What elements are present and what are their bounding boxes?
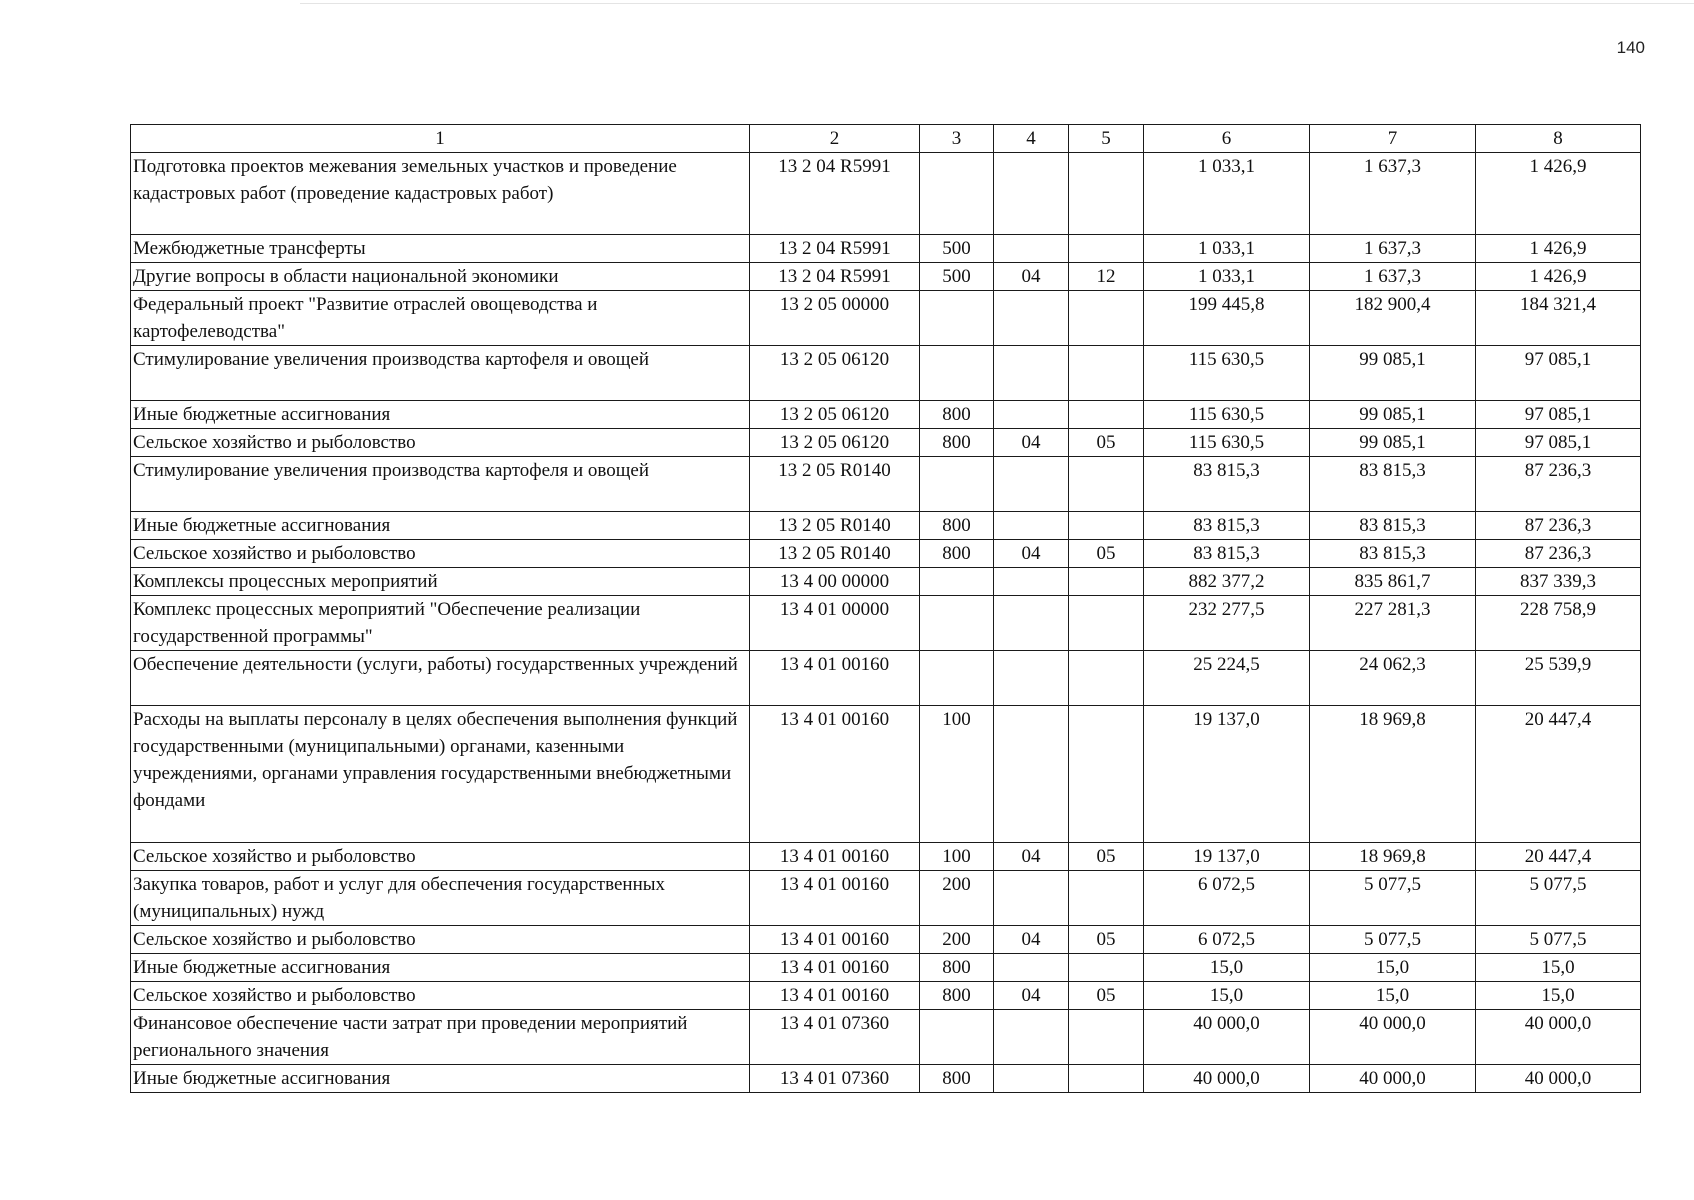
expense-type-cell: [920, 1010, 994, 1065]
item-name-cell: Межбюджетные трансферты: [131, 235, 750, 263]
amount-col7-cell: 99 085,1: [1310, 429, 1476, 457]
amount-col6-cell: 1 033,1: [1144, 263, 1310, 291]
target-code-cell: 13 2 05 R0140: [750, 540, 920, 568]
amount-col6-cell: 115 630,5: [1144, 346, 1310, 401]
target-code-cell: 13 4 01 07360: [750, 1010, 920, 1065]
amount-col8-cell: 25 539,9: [1476, 651, 1641, 706]
target-code-cell: 13 4 01 00160: [750, 982, 920, 1010]
section-cell: 04: [994, 926, 1069, 954]
amount-col7-cell: 182 900,4: [1310, 291, 1476, 346]
subsection-cell: [1069, 871, 1144, 926]
subsection-cell: 05: [1069, 540, 1144, 568]
amount-col7-cell: 24 062,3: [1310, 651, 1476, 706]
target-code-cell: 13 2 04 R5991: [750, 235, 920, 263]
table-row: [131, 596, 1641, 651]
target-code-cell: 13 4 01 00160: [750, 843, 920, 871]
amount-col8-cell: 1 426,9: [1476, 263, 1641, 291]
amount-col8-cell: 1 426,9: [1476, 235, 1641, 263]
table-row: [131, 568, 1641, 596]
amount-col8-cell: 15,0: [1476, 982, 1641, 1010]
section-cell: [994, 871, 1069, 926]
amount-col8-cell: 97 085,1: [1476, 401, 1641, 429]
amount-col6-cell: 83 815,3: [1144, 540, 1310, 568]
section-cell: [994, 706, 1069, 843]
table-body: [131, 153, 1641, 1093]
subsection-cell: [1069, 1065, 1144, 1093]
expense-type-cell: 200: [920, 926, 994, 954]
budget-table: [130, 124, 1641, 1093]
amount-col8-cell: 97 085,1: [1476, 429, 1641, 457]
amount-col7-cell: 5 077,5: [1310, 871, 1476, 926]
subsection-cell: [1069, 1010, 1144, 1065]
amount-col8-cell: 20 447,4: [1476, 843, 1641, 871]
item-name-cell: Стимулирование увеличения производства картофеля и овощей: [131, 457, 750, 512]
section-cell: [994, 512, 1069, 540]
expense-type-cell: 800: [920, 401, 994, 429]
amount-col8-cell: 5 077,5: [1476, 926, 1641, 954]
item-name-cell: Сельское хозяйство и рыболовство: [131, 429, 750, 457]
subsection-cell: [1069, 706, 1144, 843]
amount-col6-cell: 115 630,5: [1144, 429, 1310, 457]
amount-col8-cell: 5 077,5: [1476, 871, 1641, 926]
header-cell: 7: [1310, 125, 1476, 153]
table-row: [131, 512, 1641, 540]
amount-col6-cell: 40 000,0: [1144, 1065, 1310, 1093]
table-row: [131, 871, 1641, 926]
amount-col7-cell: 99 085,1: [1310, 346, 1476, 401]
amount-col6-cell: 1 033,1: [1144, 235, 1310, 263]
target-code-cell: 13 2 05 00000: [750, 291, 920, 346]
item-name-cell: Закупка товаров, работ и услуг для обеспечения государственных (муниципальных) нужд: [131, 871, 750, 926]
amount-col7-cell: 18 969,8: [1310, 706, 1476, 843]
section-cell: [994, 568, 1069, 596]
section-cell: 04: [994, 982, 1069, 1010]
header-cell: 8: [1476, 125, 1641, 153]
expense-type-cell: 800: [920, 954, 994, 982]
table-row: [131, 346, 1641, 401]
table-row: [131, 540, 1641, 568]
amount-col7-cell: 40 000,0: [1310, 1065, 1476, 1093]
section-cell: [994, 346, 1069, 401]
target-code-cell: 13 4 01 07360: [750, 1065, 920, 1093]
item-name-cell: Расходы на выплаты персоналу в целях обеспечения выполнения функций государственными (муниципальными) органами, казенными учреждениями, органами управления государственными внебюджетными фондами: [131, 706, 750, 843]
amount-col6-cell: 6 072,5: [1144, 926, 1310, 954]
subsection-cell: [1069, 512, 1144, 540]
section-cell: 04: [994, 263, 1069, 291]
item-name-cell: Сельское хозяйство и рыболовство: [131, 926, 750, 954]
amount-col7-cell: 1 637,3: [1310, 153, 1476, 235]
subsection-cell: [1069, 568, 1144, 596]
amount-col6-cell: 83 815,3: [1144, 457, 1310, 512]
subsection-cell: [1069, 346, 1144, 401]
table-row: [131, 926, 1641, 954]
section-cell: [994, 954, 1069, 982]
section-cell: [994, 1010, 1069, 1065]
expense-type-cell: 200: [920, 871, 994, 926]
expense-type-cell: [920, 291, 994, 346]
item-name-cell: Иные бюджетные ассигнования: [131, 512, 750, 540]
section-cell: [994, 596, 1069, 651]
amount-col6-cell: 15,0: [1144, 954, 1310, 982]
amount-col6-cell: 15,0: [1144, 982, 1310, 1010]
target-code-cell: 13 4 01 00160: [750, 651, 920, 706]
amount-col6-cell: 25 224,5: [1144, 651, 1310, 706]
table-row: [131, 153, 1641, 235]
item-name-cell: Подготовка проектов межевания земельных участков и проведение кадастровых работ (проведение кадастровых работ): [131, 153, 750, 235]
target-code-cell: 13 2 05 R0140: [750, 512, 920, 540]
table-row: [131, 235, 1641, 263]
header-cell: 6: [1144, 125, 1310, 153]
subsection-cell: 12: [1069, 263, 1144, 291]
expense-type-cell: 100: [920, 843, 994, 871]
section-cell: 04: [994, 843, 1069, 871]
target-code-cell: 13 2 04 R5991: [750, 263, 920, 291]
item-name-cell: Сельское хозяйство и рыболовство: [131, 843, 750, 871]
section-cell: [994, 235, 1069, 263]
subsection-cell: [1069, 235, 1144, 263]
amount-col8-cell: 40 000,0: [1476, 1065, 1641, 1093]
amount-col7-cell: 5 077,5: [1310, 926, 1476, 954]
amount-col7-cell: 835 861,7: [1310, 568, 1476, 596]
subsection-cell: 05: [1069, 843, 1144, 871]
table-row: [131, 954, 1641, 982]
target-code-cell: 13 4 00 00000: [750, 568, 920, 596]
header-cell: 4: [994, 125, 1069, 153]
amount-col6-cell: 6 072,5: [1144, 871, 1310, 926]
amount-col8-cell: 837 339,3: [1476, 568, 1641, 596]
section-cell: [994, 651, 1069, 706]
section-cell: [994, 291, 1069, 346]
subsection-cell: [1069, 651, 1144, 706]
target-code-cell: 13 2 05 R0140: [750, 457, 920, 512]
expense-type-cell: 800: [920, 429, 994, 457]
expense-type-cell: [920, 651, 994, 706]
section-cell: [994, 401, 1069, 429]
scan-edge-line: [300, 3, 1694, 4]
table-header-row: [131, 125, 1641, 153]
expense-type-cell: 800: [920, 1065, 994, 1093]
target-code-cell: 13 2 05 06120: [750, 429, 920, 457]
amount-col8-cell: 97 085,1: [1476, 346, 1641, 401]
target-code-cell: 13 4 01 00160: [750, 954, 920, 982]
amount-col6-cell: 232 277,5: [1144, 596, 1310, 651]
section-cell: [994, 1065, 1069, 1093]
subsection-cell: 05: [1069, 926, 1144, 954]
target-code-cell: 13 2 05 06120: [750, 346, 920, 401]
table-row: [131, 401, 1641, 429]
page-number: 140: [1616, 38, 1645, 57]
expense-type-cell: [920, 596, 994, 651]
item-name-cell: Обеспечение деятельности (услуги, работы) государственных учреждений: [131, 651, 750, 706]
amount-col6-cell: 83 815,3: [1144, 512, 1310, 540]
table-row: [131, 843, 1641, 871]
item-name-cell: Стимулирование увеличения производства картофеля и овощей: [131, 346, 750, 401]
amount-col6-cell: 1 033,1: [1144, 153, 1310, 235]
expense-type-cell: 800: [920, 982, 994, 1010]
expense-type-cell: 500: [920, 263, 994, 291]
item-name-cell: Сельское хозяйство и рыболовство: [131, 982, 750, 1010]
expense-type-cell: [920, 457, 994, 512]
expense-type-cell: 800: [920, 512, 994, 540]
amount-col7-cell: 15,0: [1310, 982, 1476, 1010]
table-row: [131, 263, 1641, 291]
header-cell: 5: [1069, 125, 1144, 153]
table-row: [131, 291, 1641, 346]
target-code-cell: 13 4 01 00160: [750, 706, 920, 843]
section-cell: 04: [994, 429, 1069, 457]
amount-col6-cell: 40 000,0: [1144, 1010, 1310, 1065]
amount-col6-cell: 19 137,0: [1144, 706, 1310, 843]
expense-type-cell: [920, 568, 994, 596]
amount-col7-cell: 99 085,1: [1310, 401, 1476, 429]
subsection-cell: [1069, 401, 1144, 429]
amount-col7-cell: 18 969,8: [1310, 843, 1476, 871]
expense-type-cell: 100: [920, 706, 994, 843]
amount-col8-cell: 87 236,3: [1476, 457, 1641, 512]
expense-type-cell: 800: [920, 540, 994, 568]
table-row: [131, 429, 1641, 457]
amount-col8-cell: 15,0: [1476, 954, 1641, 982]
item-name-cell: Комплексы процессных мероприятий: [131, 568, 750, 596]
amount-col6-cell: 199 445,8: [1144, 291, 1310, 346]
subsection-cell: [1069, 596, 1144, 651]
expense-type-cell: [920, 153, 994, 235]
table-row: [131, 706, 1641, 843]
item-name-cell: Федеральный проект "Развитие отраслей овощеводства и картофелеводства": [131, 291, 750, 346]
amount-col6-cell: 115 630,5: [1144, 401, 1310, 429]
target-code-cell: 13 4 01 00000: [750, 596, 920, 651]
expense-type-cell: 500: [920, 235, 994, 263]
subsection-cell: 05: [1069, 982, 1144, 1010]
section-cell: [994, 457, 1069, 512]
amount-col8-cell: 1 426,9: [1476, 153, 1641, 235]
item-name-cell: Иные бюджетные ассигнования: [131, 401, 750, 429]
amount-col8-cell: 184 321,4: [1476, 291, 1641, 346]
subsection-cell: [1069, 291, 1144, 346]
table-row: [131, 651, 1641, 706]
amount-col7-cell: 1 637,3: [1310, 235, 1476, 263]
header-cell: 3: [920, 125, 994, 153]
item-name-cell: Иные бюджетные ассигнования: [131, 1065, 750, 1093]
subsection-cell: [1069, 954, 1144, 982]
amount-col7-cell: 83 815,3: [1310, 457, 1476, 512]
target-code-cell: 13 4 01 00160: [750, 871, 920, 926]
subsection-cell: 05: [1069, 429, 1144, 457]
amount-col7-cell: 15,0: [1310, 954, 1476, 982]
item-name-cell: Комплекс процессных мероприятий "Обеспечение реализации государственной программы": [131, 596, 750, 651]
header-cell: 2: [750, 125, 920, 153]
amount-col8-cell: 87 236,3: [1476, 512, 1641, 540]
table-row: [131, 982, 1641, 1010]
section-cell: 04: [994, 540, 1069, 568]
target-code-cell: 13 2 04 R5991: [750, 153, 920, 235]
item-name-cell: Другие вопросы в области национальной экономики: [131, 263, 750, 291]
amount-col7-cell: 83 815,3: [1310, 540, 1476, 568]
subsection-cell: [1069, 153, 1144, 235]
amount-col7-cell: 227 281,3: [1310, 596, 1476, 651]
subsection-cell: [1069, 457, 1144, 512]
item-name-cell: Финансовое обеспечение части затрат при проведении мероприятий регионального значения: [131, 1010, 750, 1065]
item-name-cell: Иные бюджетные ассигнования: [131, 954, 750, 982]
table-row: [131, 1065, 1641, 1093]
amount-col8-cell: 228 758,9: [1476, 596, 1641, 651]
amount-col8-cell: 87 236,3: [1476, 540, 1641, 568]
amount-col8-cell: 40 000,0: [1476, 1010, 1641, 1065]
target-code-cell: 13 4 01 00160: [750, 926, 920, 954]
expense-type-cell: [920, 346, 994, 401]
item-name-cell: Сельское хозяйство и рыболовство: [131, 540, 750, 568]
section-cell: [994, 153, 1069, 235]
target-code-cell: 13 2 05 06120: [750, 401, 920, 429]
amount-col8-cell: 20 447,4: [1476, 706, 1641, 843]
header-cell: 1: [131, 125, 750, 153]
amount-col7-cell: 40 000,0: [1310, 1010, 1476, 1065]
table-row: [131, 1010, 1641, 1065]
amount-col7-cell: 1 637,3: [1310, 263, 1476, 291]
table-row: [131, 457, 1641, 512]
amount-col6-cell: 882 377,2: [1144, 568, 1310, 596]
amount-col7-cell: 83 815,3: [1310, 512, 1476, 540]
amount-col6-cell: 19 137,0: [1144, 843, 1310, 871]
